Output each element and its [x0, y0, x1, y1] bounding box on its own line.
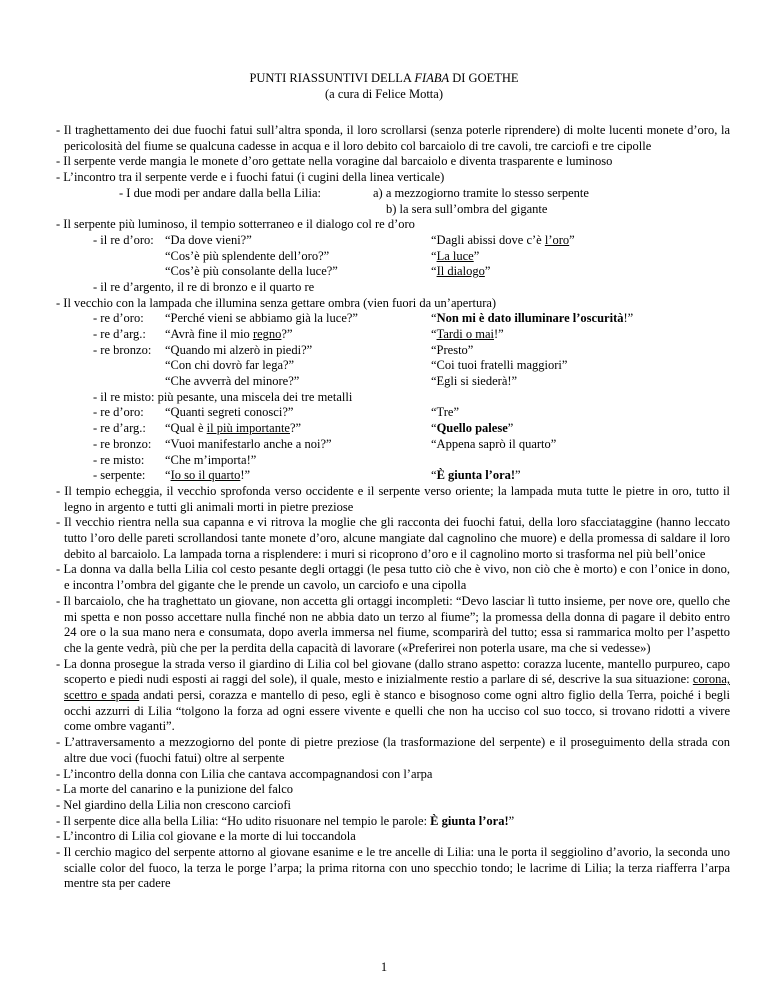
answer-text: “Dagli abissi dove c’è — [431, 232, 545, 247]
answer-text: “ — [431, 327, 437, 342]
answer-text-underlined: l’oro — [544, 232, 570, 247]
answer-text-bold: Quello palese — [436, 421, 508, 436]
sub-item — [56, 390, 730, 406]
question-text: “ — [165, 468, 171, 483]
dialogue-row — [56, 405, 730, 421]
sub-item-option: a) a mezzogiorno tramite lo stesso serpente — [373, 185, 589, 200]
dialogue-answer: “Appena saprò il quarto” — [431, 436, 557, 451]
list-item: - La morte del canarino e la punizione del falco — [56, 782, 294, 797]
dialogue-question: “Che avverrà del minore?” — [165, 374, 300, 389]
answer-text: ” — [473, 248, 480, 263]
dialogue-question: “Con chi dovrò far lega?” — [165, 358, 295, 373]
dialogue-speaker: - re d’arg.: — [93, 327, 146, 342]
page-number: 1 — [380, 960, 388, 974]
dialogue-answer — [431, 311, 633, 327]
answer-text: ” — [507, 421, 514, 436]
answer-text: “ — [431, 468, 437, 483]
question-text-underlined: regno — [252, 327, 282, 342]
dialogue-row — [56, 233, 730, 249]
dialogue-question: “Quanti segreti conosci?” — [165, 405, 294, 420]
sub-item — [56, 280, 730, 296]
document-body — [56, 123, 730, 892]
answer-text: “ — [431, 248, 437, 263]
answer-text: “ — [431, 311, 437, 326]
dialogue-speaker: - re d’arg.: — [93, 421, 146, 436]
answer-text-bold: Non mi è dato illuminare l’oscurità — [436, 311, 624, 326]
list-item: - Il barcaiolo, che ha traghettato un giovane, non accetta gli ortaggi incompleti: “Devo lasciar lì tutto insieme, per nove ore, quello che mi spetta e non posso accettare nulla finché non ne abbia dato un terzo al fiume”; la promessa della donna di pagare il debito entro 24 ore o la sua mano nera e consumata, dopo averla immersa nel fiume, scomparirà del tutto; essa si rammarica molto per l’aspetto che la gente vedrà, più che per la perdita della capacità di lavorare («Preferirei non poterla usare, ma che si vedesse») — [56, 593, 730, 655]
dialogue-speaker: - il re d’oro: — [93, 232, 154, 247]
item-text-bold: È giunta l’ora! — [430, 813, 509, 828]
question-text-underlined: il più importante — [206, 421, 290, 436]
dialogue-question: “Cos’è più splendente dell’oro?” — [165, 248, 330, 263]
list-item: - Il tempio echeggia, il vecchio sprofonda verso occidente e il serpente verso oriente; la lampada muta tutte le pietre in oro, tutto il legno in argento e tutti gli animali morti in pietre preziose — [56, 483, 730, 514]
answer-text: “ — [431, 264, 437, 279]
list-item: - Il serpente verde mangia le monete d’oro gettate nella voragine dal barcaiolo e diventa trasparente e luminoso — [56, 154, 613, 169]
answer-text: !” — [494, 327, 504, 342]
dialogue-row — [56, 249, 730, 265]
dialogue-speaker: - re d’oro: — [93, 311, 144, 326]
list-item: - L’incontro di Lilia col giovane e la morte di lui toccandola — [56, 829, 356, 844]
dialogue-row — [56, 437, 730, 453]
dialogue-answer — [431, 249, 479, 265]
dialogue-question — [165, 421, 301, 437]
dialogue-row — [56, 327, 730, 343]
sub-item-text: - il re misto: più pesante, una miscela dei tre metalli — [93, 389, 353, 404]
dialogue-question: “Quando mi alzerò in piedi?” — [165, 342, 313, 357]
question-text: “Qual è — [165, 421, 207, 436]
sub-item — [56, 202, 730, 218]
title-text-pre: PUNTI RIASSUNTIVI DELLA — [249, 71, 415, 85]
list-item — [56, 657, 730, 736]
list-item — [56, 814, 730, 830]
document-header — [0, 70, 768, 102]
item-text-underlined: corona, scettro e spada — [64, 672, 730, 703]
dialogue-question: “Da dove vieni?” — [165, 232, 252, 247]
answer-text-underlined: La luce — [436, 248, 474, 263]
dialogue-row — [56, 264, 730, 280]
dialogue-row — [56, 468, 730, 484]
answer-text: !” — [623, 311, 634, 326]
dialogue-answer — [431, 264, 490, 280]
question-text: ?” — [289, 421, 302, 436]
answer-text: “ — [431, 421, 437, 436]
dialogue-question — [165, 327, 293, 343]
dialogue-answer: “Presto” — [431, 342, 474, 357]
dialogue-answer — [431, 421, 513, 437]
dialogue-row — [56, 453, 730, 469]
item-text: - La donna prosegue la strada verso il giardino di Lilia col bel giovane (dallo strano aspetto: corazza lucente, mantello purpureo, capo scoperto e piedi nudi esposti ai raggi del sole), il quale, mesto e inizialmente restio a parlare di sé, descrive la sua situazione: — [56, 656, 730, 687]
dialogue-question: “Cos’è più consolante della luce?” — [165, 264, 338, 279]
list-item: - La donna va dalla bella Lilia col cesto pesante degli ortaggi (le pesa tutto ciò che è vivo, non ciò che è morto) e con l’onice in dono, e incontra l’ombra del gigante che le prende un cavolo, un carciofo e una cipolla — [56, 562, 730, 593]
answer-text-underlined: Tardi o mai — [436, 327, 495, 342]
title-text-post: DI GOETHE — [449, 71, 519, 85]
dialogue-answer: “Egli si siederà!” — [431, 374, 518, 389]
sub-item — [56, 186, 730, 202]
dialogue-row — [56, 374, 730, 390]
dialogue-question: “Perché vieni se abbiamo già la luce?” — [165, 311, 358, 326]
question-text-underlined: Io so il quarto — [170, 468, 241, 483]
dialogue-question: “Che m’importa!” — [165, 452, 257, 467]
dialogue-answer — [431, 468, 521, 484]
title-text-italic: FIABA — [414, 71, 450, 85]
sub-item-option: b) la sera sull’ombra del gigante — [386, 201, 548, 216]
dialogue-row — [56, 421, 730, 437]
answer-text: ” — [484, 264, 491, 279]
dialogue-row — [56, 343, 730, 359]
list-item: - Nel giardino della Lilia non crescono carciofi — [56, 797, 291, 812]
list-item: - Il vecchio rientra nella sua capanna e vi ritrova la moglie che gli racconta dei fuochi fatui, della loro sfacciataggine (hanno leccato tutto l’oro delle pareti scrollandosi tante monete d’oro, alcune mangiate dal cagnolino che muore) e della promessa di saldare il loro debito al barcaiolo. La lampada torna a risplendere: i muri si ricoprono d’oro e il cagnolino morto si trasforma nel più bell’onice — [56, 515, 730, 561]
dialogue-speaker: - re bronzo: — [93, 342, 152, 357]
sub-item-text: - il re d’argento, il re di bronzo e il quarto re — [93, 279, 315, 294]
list-item: - L’incontro della donna con Lilia che cantava accompagnandosi con l’arpa — [56, 766, 433, 781]
document-title — [0, 70, 768, 86]
dialogue-speaker: - re misto: — [93, 452, 145, 467]
answer-text: ” — [569, 232, 575, 247]
item-text: andati persi, corazza e mantello di peso, egli è stanco e bisognoso come ogni altro figlio della Terra, poiché i begli occhi azzurri di Lilia “tolgono la forza ad ogni essere vivente e quelli che non ha ucciso col suo tocco, si trovano ridotti a vivere come ombre vaganti”. — [64, 688, 731, 734]
dialogue-answer — [431, 233, 575, 249]
dialogue-speaker: - re bronzo: — [93, 436, 152, 451]
list-item: - Il serpente più luminoso, il tempio sotterraneo e il dialogo col re d’oro — [56, 217, 415, 232]
sub-item-label: - I due modi per andare dalla bella Lilia: — [119, 185, 321, 200]
dialogue-answer: “Coi tuoi fratelli maggiori” — [431, 358, 568, 373]
dialogue-answer — [431, 327, 504, 343]
list-item: - Il traghettamento dei due fuochi fatui sull’altra sponda, il loro scrollarsi (senza poterle riprendere) di molte lucenti monete d’oro, la pericolosità del fiume se qualcuna cadesse in acqua e il loro debito col barcaiolo di tre cavoli, tre carciofi e tre cipolle — [56, 123, 730, 153]
document-subtitle: (a cura di Felice Motta) — [324, 87, 443, 101]
question-text: ?” — [281, 327, 293, 342]
question-text: !” — [240, 468, 251, 483]
item-text: - Il serpente dice alla bella Lilia: “Ho udito risuonare nel tempio le parole: — [56, 813, 431, 828]
dialogue-row — [56, 311, 730, 327]
item-text: ” — [508, 813, 515, 828]
dialogue-question: “Vuoi manifestarlo anche a noi?” — [165, 436, 332, 451]
answer-text-underlined: Il dialogo — [436, 264, 485, 279]
dialogue-row — [56, 358, 730, 374]
dialogue-answer: “Tre” — [431, 405, 460, 420]
dialogue-question — [165, 468, 250, 484]
list-item: - Il vecchio con la lampada che illumina senza gettare ombra (vien fuori da un’apertura) — [56, 295, 497, 310]
answer-text: ” — [515, 468, 521, 483]
dialogue-speaker: - serpente: — [93, 468, 146, 483]
question-text: “Avrà fine il mio — [165, 327, 253, 342]
list-item: - Il cerchio magico del serpente attorno al giovane esanime e le tre ancelle di Lilia: una le porta il seggiolino d’avorio, la seconda uno scialle color del fuoco, la terza le porge l’arpa; la prima ritorna con uno specchio tondo; le lacrime di Lilia; la terza riafferra l’arpa mentre sta per cadere — [56, 845, 730, 891]
list-item: - L’incontro tra il serpente verde e i fuochi fatui (i cugini della linea verticale) — [56, 170, 445, 185]
answer-text-bold: È giunta l’ora! — [436, 468, 516, 483]
dialogue-speaker: - re d’oro: — [93, 405, 144, 420]
list-item: - L’attraversamento a mezzogiorno del ponte di pietre preziose (la trasformazione del serpente) e il proseguimento della strada con altre due voci (fuochi fatui) oltre al serpente — [56, 735, 730, 765]
